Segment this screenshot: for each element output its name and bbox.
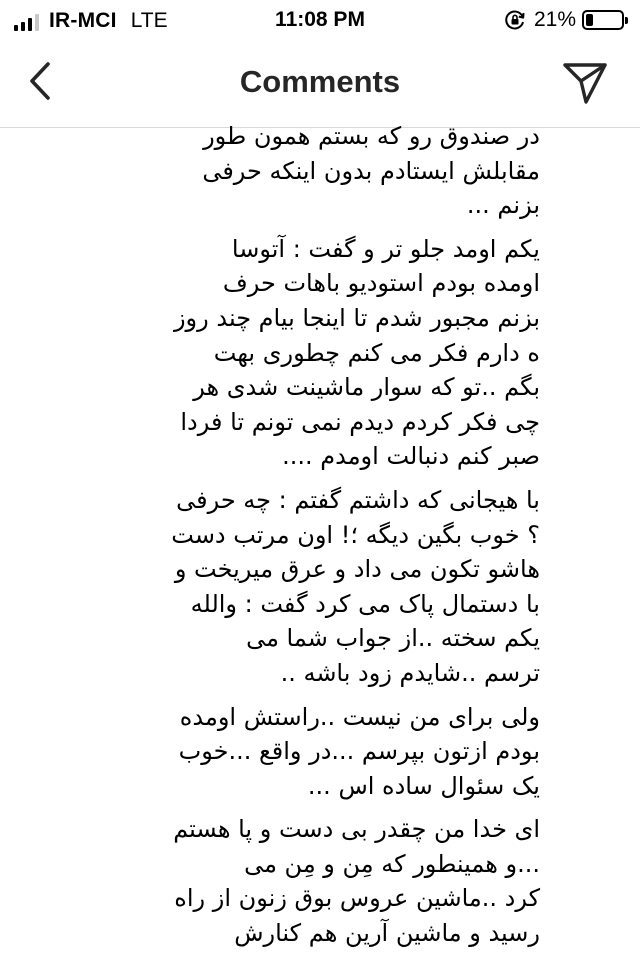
comment-paragraph (96, 119, 540, 223)
battery-percent: 21% (533, 8, 576, 31)
comment-paragraph (96, 232, 540, 474)
comment-line: یکم سخته ..از جواب شما می (246, 624, 540, 653)
comment-paragraph (96, 700, 540, 804)
battery-icon (582, 10, 624, 30)
status-bar (0, 0, 640, 40)
comments-scroll-area[interactable] (0, 122, 640, 948)
comment-paragraph (96, 483, 540, 691)
comment-line: ترسم ..شایدم زود باشه .. (280, 658, 540, 687)
comment-line: ای خدا من چقدر بی دست و پا هستم (173, 815, 540, 844)
comment-line: ولی برای من نیست ..راستش اومده (179, 702, 540, 731)
comment-line: بزنم مجبور شدم تا اینجا بیام چند روز (173, 303, 540, 332)
status-right (504, 8, 624, 32)
comment-text (96, 119, 540, 960)
comment-line: در صندوق رو که بستم همون طور (203, 122, 540, 150)
comment-line: یک سئوال ساده اس ... (307, 771, 540, 800)
comment-line: بزنم ... (466, 191, 540, 220)
page-title: Comments (239, 64, 401, 99)
comment-line: ...و همینطور که مِن و مِن می (244, 849, 540, 878)
send-icon (562, 61, 608, 105)
navigation-bar (0, 40, 640, 128)
comment-line: با دستمال پاک می کرد گفت : والله (190, 589, 540, 618)
comment-line: بگم ..تو که سوار ماشینت شدی هر (193, 373, 540, 402)
comment-line: با هیجانی که داشتم گفتم : چه حرفی (176, 485, 540, 514)
comment-line: مقابلش ایستادم بدون اینکه حرفی (202, 156, 540, 185)
battery-level-fill (586, 14, 593, 26)
comment-line: ؟ خوب بگین دیگه ؛! اون مرتب دست (171, 520, 540, 549)
comment-line: ه دارم فکر می کنم چطوری بهت (213, 338, 540, 367)
orientation-lock-icon (504, 9, 526, 31)
comment-line: بودم ازتون بپرسم ...در واقع ...خوب (178, 737, 540, 766)
network-type: LTE (130, 9, 168, 32)
comment-line: هاشو تکون می داد و عرق میریخت و (174, 555, 540, 584)
status-time: 11:08 PM (275, 8, 365, 31)
comment-line: یکم اومد جلو تر و گفت : آتوسا (231, 234, 540, 263)
comment-line: اومده بودم استودیو باهات حرف (222, 269, 540, 298)
comment-paragraph (96, 812, 540, 950)
comment-line: صبر کنم دنبالت اومدم .... (282, 442, 540, 471)
share-button[interactable] (560, 60, 610, 106)
comment-line: چی فکر کردم دیدم نمی تونم تا فردا (180, 407, 540, 436)
comment-line: کرد ..ماشین عروس بوق زنون از راه (174, 884, 540, 913)
carrier-name: IR-MCI (49, 9, 117, 32)
comment-line: رسید و ماشین آرین هم کنارش (234, 919, 540, 948)
